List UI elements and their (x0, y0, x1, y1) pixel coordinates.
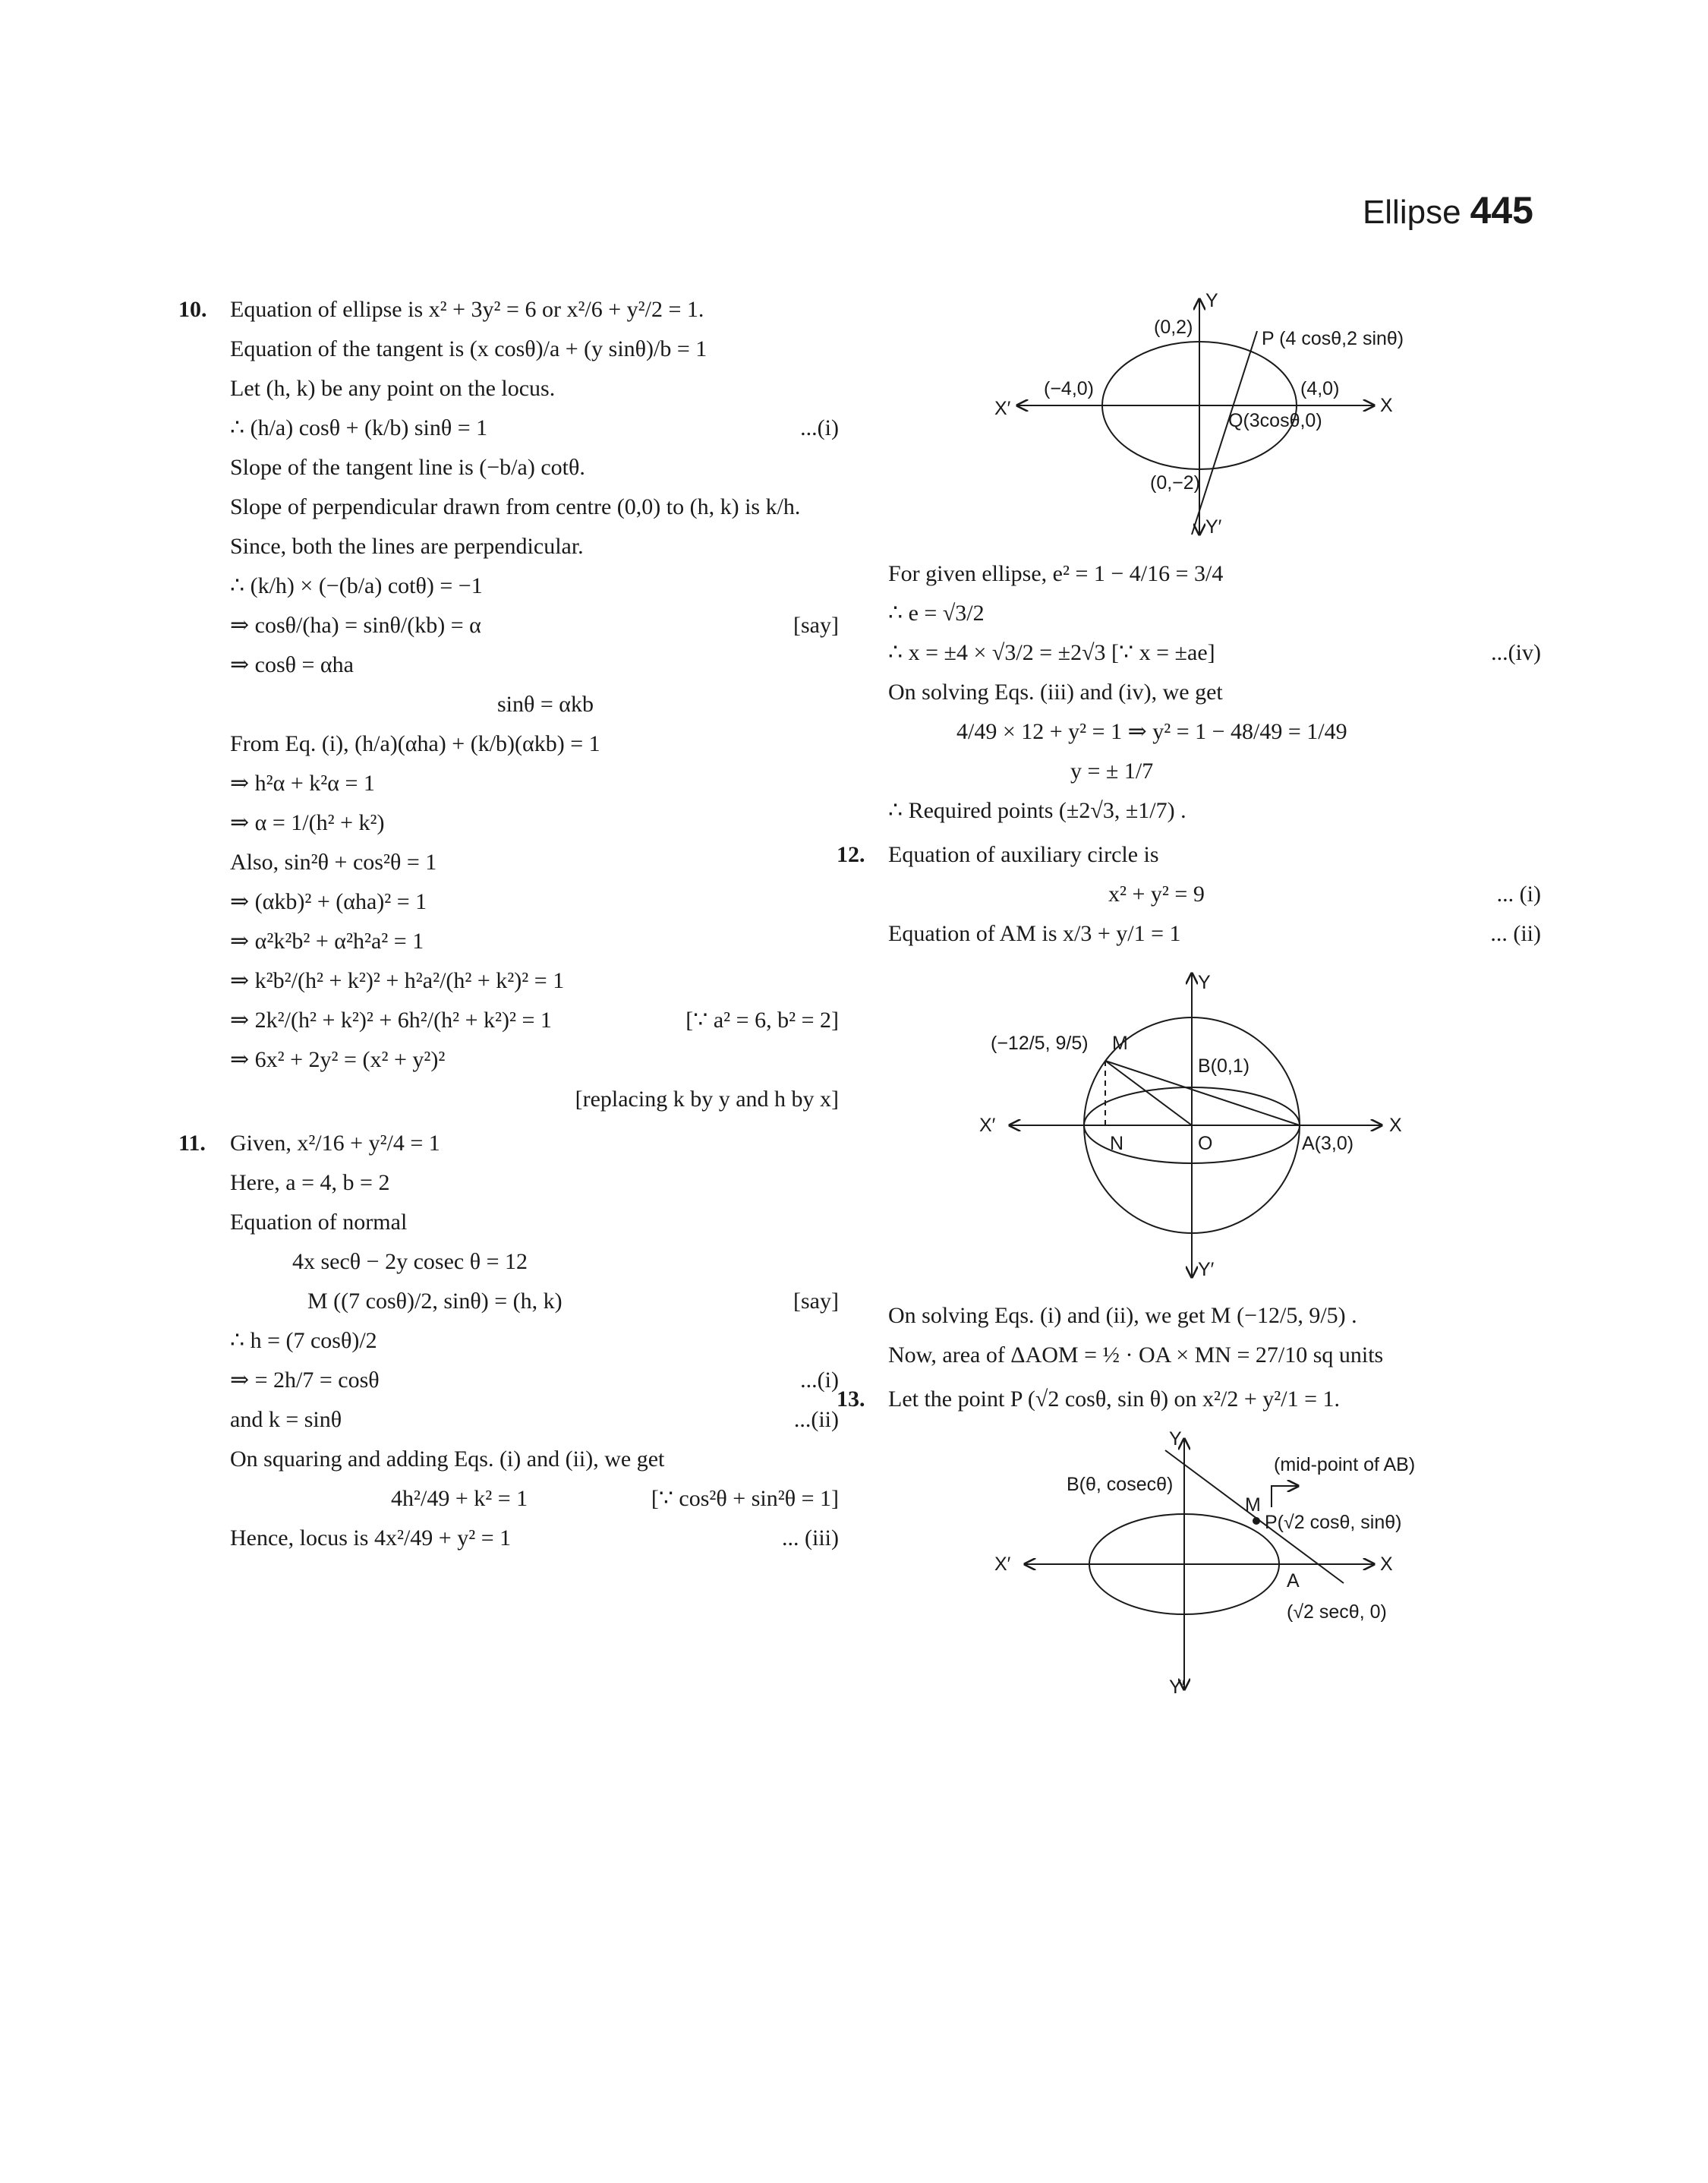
q10-line-6: Slope of perpendicular drawn from centre (0,0) to (h, k) is k/h. (230, 494, 801, 519)
circle-figure (888, 958, 1541, 1294)
label-right: (4,0) (1300, 378, 1340, 399)
q10-line-2: Equation of the tangent is (x cosθ)/a + (y sinθ)/b = 1 (230, 336, 707, 361)
label-x-prime: X′ (979, 1114, 996, 1136)
equation-tag: ... (ii) (1490, 920, 1541, 946)
label-b: B(0,1) (1198, 1055, 1250, 1077)
normal-line (1192, 331, 1257, 535)
label-top: (0,2) (1154, 317, 1193, 338)
q10-line-21: [replacing k by y and h by x] (575, 1087, 839, 1112)
label-x: X (1389, 1114, 1402, 1136)
label-m: M (1112, 1032, 1128, 1054)
ellipse-diagram-1 (888, 292, 1541, 542)
page-number: 445 (1470, 189, 1533, 232)
label-y: Y (1198, 971, 1211, 993)
label-n: N (1110, 1132, 1124, 1154)
page-header (1363, 188, 1533, 232)
right-column (837, 289, 1541, 1714)
equation-tag: [say] (793, 613, 839, 638)
equation-tag: [∵ a² = 6, b² = 2] (685, 1008, 839, 1033)
label-q: Q(3cosθ,0) (1228, 410, 1322, 431)
equation-tag: ...(i) (800, 1368, 839, 1393)
label-y: Y (1205, 292, 1218, 311)
equation-tag: ...(i) (800, 415, 839, 440)
label-left: (−4,0) (1044, 378, 1095, 399)
q10-line-4: ∴ (h/a) cosθ + (k/b) sinθ = 1 ...(i) (178, 413, 839, 446)
left-column (178, 289, 839, 1563)
q10-line-16: ⇒ (αkb)² + (αha)² = 1 (230, 889, 427, 914)
equation-tag: ... (i) (1496, 881, 1541, 907)
label-a-coord: (√2 secθ, 0) (1287, 1601, 1387, 1623)
q10-line-11: sinθ = αkb (497, 692, 594, 717)
q10-line-15: Also, sin²θ + cos²θ = 1 (230, 850, 437, 875)
ellipse-diagram-2 (888, 1424, 1541, 1697)
label-m-coord: (−12/5, 9/5) (991, 1032, 1089, 1054)
equation-tag: [say] (793, 1289, 839, 1314)
circle-diagram (888, 958, 1541, 1285)
equation-tag: ...(ii) (793, 1407, 839, 1432)
q11-right-line-6: y = ± 1/7 (1070, 758, 1154, 784)
label-y-prime: Y′ (1205, 516, 1222, 538)
q11-right-line-1: For given ellipse, e² = 1 − 4/16 = 3/4 (888, 560, 1224, 586)
ellipse-figure-1 (888, 292, 1541, 551)
q11-right-line-3: ∴ x = ±4 × √3/2 = ±2√3 [∵ x = ±ae] ...(iv) (888, 638, 1541, 671)
chapter-title: Ellipse (1362, 194, 1461, 231)
label-b: B(θ, cosecθ) (1067, 1474, 1174, 1495)
q11-line-8: and k = sinθ ...(ii) (178, 1405, 839, 1438)
equation-tag: ...(iv) (1491, 639, 1541, 665)
label-x-prime: X′ (994, 1554, 1011, 1575)
q12-line-2: x² + y² = 9 ... (i) (888, 879, 1541, 913)
label-m: M (1245, 1494, 1261, 1516)
ellipse-figure-2 (888, 1424, 1541, 1706)
q10-line-20: ⇒ 6x² + 2y² = (x² + y²)² (230, 1047, 446, 1072)
label-a: A (1287, 1570, 1300, 1592)
q10-line-5: Slope of the tangent line is (−b/a) cotθ. (230, 455, 585, 480)
question-number: 10. (178, 297, 207, 322)
q11-line-1: 11. Given, x²/16 + y²/4 = 1 (178, 1128, 839, 1162)
q11-right-line-2: ∴ e = √3/2 (888, 600, 985, 626)
q11-line-2: Here, a = 4, b = 2 (230, 1170, 390, 1195)
equation-tag: ... (iii) (782, 1525, 839, 1550)
q10-line-17: ⇒ α²k²b² + α²h²a² = 1 (230, 929, 424, 954)
label-x-prime: X′ (994, 398, 1011, 419)
equation-tag: [∵ cos²θ + sin²θ = 1] (651, 1486, 839, 1511)
line-om (1105, 1061, 1192, 1125)
label-p: P (4 cosθ,2 sinθ) (1262, 328, 1404, 349)
q10-line-14: ⇒ α = 1/(h² + k²) (230, 810, 385, 835)
q10-line-1: 10. Equation of ellipse is x² + 3y² = 6 or x²/6 + y²/2 = 1. (178, 295, 839, 328)
label-y-prime: Y′ (1198, 1258, 1215, 1280)
q12-line-3: Equation of AM is x/3 + y/1 = 1 ... (ii) (888, 919, 1541, 952)
q11-line-7: ⇒ = 2h/7 = cosθ ...(i) (178, 1365, 839, 1399)
q10-line-3: Let (h, k) be any point on the locus. (230, 376, 556, 401)
point-p (1253, 1517, 1260, 1525)
label-x: X (1380, 1554, 1393, 1575)
q11-line-5: M ((7 cosθ)/2, sinθ) = (h, k) [say] (178, 1286, 839, 1320)
q11-line-3: Equation of normal (230, 1210, 408, 1235)
q11-line-9: On squaring and adding Eqs. (i) and (ii), we get (230, 1446, 665, 1472)
q10-line-8: ∴ (k/h) × (−(b/a) cotθ) = −1 (230, 573, 483, 598)
q10-line-9: ⇒ cosθ/(ha) = sinθ/(kb) = α [say] (178, 610, 839, 644)
label-y: Y (1169, 1428, 1182, 1450)
q12-line-4: On solving Eqs. (i) and (ii), we get M (−12/5, 9/5) . (888, 1303, 1357, 1328)
question-number: 13. (837, 1386, 865, 1412)
label-p: P(√2 cosθ, sinθ) (1265, 1512, 1402, 1533)
q11-right-line-5: 4/49 × 12 + y² = 1 ⇒ y² = 1 − 48/49 = 1/49 (956, 718, 1347, 744)
q12-line-1: 12. Equation of auxiliary circle is (837, 840, 1541, 873)
mid-point-arrow (1272, 1486, 1298, 1507)
q10-line-13: ⇒ h²α + k²α = 1 (230, 771, 375, 796)
q13-line-1: 13. Let the point P (√2 cosθ, sin θ) on x²/2 + y²/1 = 1. (837, 1384, 1541, 1418)
label-bottom: (0,−2) (1150, 472, 1201, 494)
label-y-prime: Y′ (1169, 1677, 1186, 1697)
q11-right-line-7: ∴ Required points (±2√3, ±1/7) . (888, 797, 1186, 823)
label-a: A(3,0) (1302, 1132, 1354, 1154)
q10-line-18: ⇒ k²b²/(h² + k²)² + h²a²/(h² + k²)² = 1 (230, 968, 565, 993)
q10-line-10: ⇒ cosθ = αha (230, 652, 354, 677)
label-o: O (1198, 1132, 1213, 1154)
question-number: 11. (178, 1131, 206, 1156)
q11-right-line-4: On solving Eqs. (iii) and (iv), we get (888, 679, 1223, 705)
label-x: X (1380, 395, 1393, 416)
q11-line-6: ∴ h = (7 cosθ)/2 (230, 1328, 377, 1353)
q10-line-19: ⇒ 2k²/(h² + k²)² + 6h²/(h² + k²)² = 1 [∵ a² = 6, b² = 2] (178, 1005, 839, 1039)
label-mid-point: (mid-point of AB) (1274, 1454, 1416, 1475)
question-number: 12. (837, 841, 865, 867)
q10-line-7: Since, both the lines are perpendicular. (230, 534, 584, 559)
q11-line-10: 4h²/49 + k² = 1 [∵ cos²θ + sin²θ = 1] (178, 1484, 839, 1517)
q11-line-11: Hence, locus is 4x²/49 + y² = 1 ... (iii) (178, 1523, 839, 1557)
q11-line-4: 4x secθ − 2y cosec θ = 12 (292, 1249, 528, 1274)
q10-line-12: From Eq. (i), (h/a)(αha) + (k/b)(αkb) = 1 (230, 731, 600, 756)
q12-line-5: Now, area of ΔAOM = ½ · OA × MN = 27/10 sq units (888, 1342, 1384, 1368)
